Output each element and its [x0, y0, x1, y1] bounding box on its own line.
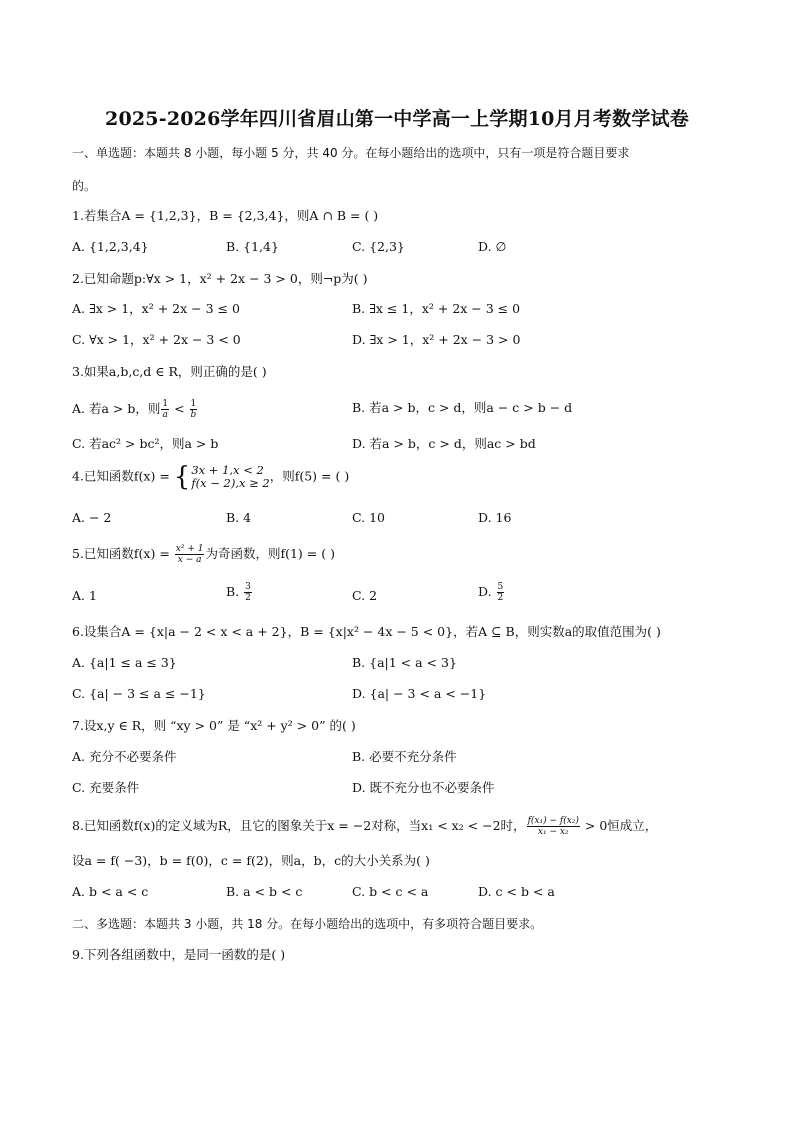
question-1-option-a: A. {1,2,3,4}: [72, 239, 149, 254]
question-4-option-a: A. − 2: [72, 510, 112, 525]
question-1-option-c: C. {2,3}: [352, 239, 405, 254]
piecewise-function: [174, 464, 270, 490]
fraction-1-over-a: [161, 399, 169, 420]
question-8-stem-cont: 设a = f( −3)，b = f(0)，c = f(2)，则a，b，c的大小关系为( ): [72, 853, 430, 868]
question-4-option-c: C. 10: [352, 510, 385, 525]
fraction-numerator: 3: [245, 582, 251, 592]
question-2-stem: 2.已知命题p:∀x > 1，x² + 2x − 3 > 0，则¬p为( ): [72, 271, 368, 286]
question-2-option-d: D. ∃x > 1，x² + 2x − 3 > 0: [352, 332, 521, 347]
question-6-option-c: C. {a| − 3 ≤ a ≤ −1}: [72, 686, 206, 701]
less-than-sign: <: [170, 401, 189, 416]
question-4-stem: [72, 464, 349, 490]
question-8-option-d: D. c < b < a: [478, 884, 555, 899]
question-1-option-d: D. ∅: [478, 239, 507, 254]
question-5-option-c: C. 2: [352, 588, 378, 603]
question-1-option-b: B. {1,4}: [226, 239, 279, 254]
fraction-1-over-b: [190, 399, 198, 420]
question-6-option-a: A. {a|1 ≤ a ≤ 3}: [72, 655, 177, 670]
exam-title: 2025-2026学年四川省眉山第一中学高一上学期10月月考数学试卷: [105, 108, 689, 130]
question-6-stem: 6.设集合A = {x|a − 2 < x < a + 2}，B = {x|x² − 4x − 5 < 0}，若A ⊆ B，则实数a的取值范围为( ): [72, 624, 661, 639]
fraction-numerator: 1: [162, 399, 169, 409]
question-2-option-a: A. ∃x > 1，x² + 2x − 3 ≤ 0: [72, 301, 240, 316]
question-3-stem: 3.如果a,b,c,d ∈ R，则正确的是( ): [72, 364, 267, 379]
question-7-stem: 7.设x,y ∈ R，则 “xy > 0” 是 “x² + y² > 0” 的( ): [72, 718, 356, 733]
question-7-option-b: B. 必要不充分条件: [352, 749, 457, 764]
question-5-option-d: [478, 582, 505, 603]
question-8-stem: [72, 816, 657, 837]
stem-suffix: > 0恒成立，: [580, 818, 658, 833]
fraction-denominator: 2: [245, 593, 251, 603]
question-3-option-b: B. 若a > b，c > d，则a − c > b − d: [352, 400, 573, 415]
option-label: B.: [226, 584, 244, 599]
question-3-option-c: C. 若ac² > bc²，则a > b: [72, 436, 219, 451]
option-a-text: A. 若a > b，则: [72, 401, 161, 416]
section1-instructions-cont: 的。: [72, 179, 97, 193]
question-4-option-d: D. 16: [478, 510, 512, 525]
question-3-option-d: D. 若a > b，c > d，则ac > bd: [352, 436, 536, 451]
question-2-option-b: B. ∃x ≤ 1，x² + 2x − 3 ≤ 0: [352, 301, 521, 316]
question-5-option-b: [226, 582, 253, 603]
piecewise-cases: [191, 464, 269, 490]
question-7-option-a: A. 充分不必要条件: [72, 749, 177, 764]
question-7-option-c: C. 充要条件: [72, 780, 140, 795]
difference-quotient: [527, 816, 580, 837]
function-fraction: [175, 544, 205, 565]
fraction-denominator: 2: [497, 593, 504, 603]
question-7-option-d: D. 既不充分也不必要条件: [352, 780, 495, 795]
case-1: 3x + 1,x < 2: [191, 463, 264, 477]
fraction-denominator: b: [190, 410, 197, 420]
section2-instructions: 二、多选题：本题共 3 小题，共 18 分。在每小题给出的选项中，有多项符合题目要求。: [72, 917, 543, 931]
section1-instructions: 一、单选题：本题共 8 小题，每小题 5 分，共 40 分。在每小题给出的选项中，只有一项是符合题目要求: [72, 146, 630, 160]
fraction-numerator: 1: [190, 399, 197, 409]
stem-suffix: 为奇函数，则f(1) = ( ): [205, 546, 335, 561]
fraction-denominator: a: [162, 410, 168, 420]
question-6-option-b: B. {a|1 < a < 3}: [352, 655, 457, 670]
fraction-numerator: x² + 1: [175, 544, 204, 554]
question-8-option-a: A. b < a < c: [72, 884, 149, 899]
fraction-numerator: 5: [497, 582, 504, 592]
question-2-option-c: C. ∀x > 1，x² + 2x − 3 < 0: [72, 332, 241, 347]
fraction-denominator: x₁ − x₂: [537, 827, 569, 837]
question-5-stem: [72, 544, 335, 565]
fraction-denominator: x − a: [177, 555, 202, 565]
question-9-stem: 9.下列各组函数中，是同一函数的是( ): [72, 947, 286, 962]
question-6-option-d: D. {a| − 3 < a < −1}: [352, 686, 487, 701]
stem-prefix: 4.已知函数f(x) =: [72, 468, 174, 484]
stem-prefix: 8.已知函数f(x)的定义域为R，且它的图象关于x = −2对称，当x₁ < x₂ < −2时，: [72, 818, 526, 833]
question-8-option-c: C. b < c < a: [352, 884, 429, 899]
stem-prefix: 5.已知函数f(x) =: [72, 546, 174, 561]
fraction-numerator: f(x₁) − f(x₂): [527, 816, 579, 826]
option-label: D.: [478, 584, 496, 599]
question-1-stem: 1.若集合A = {1,2,3}，B = {2,3,4}，则A ∩ B = ( ): [72, 208, 379, 223]
question-5-option-a: A. 1: [72, 588, 97, 603]
left-brace: {: [173, 462, 191, 492]
fraction-5-over-2: [497, 582, 505, 603]
case-2: f(x − 2),x ≥ 2: [191, 476, 270, 490]
question-3-option-a: [72, 399, 198, 420]
stem-suffix: ，则f(5) = ( ): [269, 468, 350, 484]
question-4-option-b: B. 4: [226, 510, 252, 525]
fraction-3-over-2: [244, 582, 252, 603]
question-8-option-b: B. a < b < c: [226, 884, 303, 899]
